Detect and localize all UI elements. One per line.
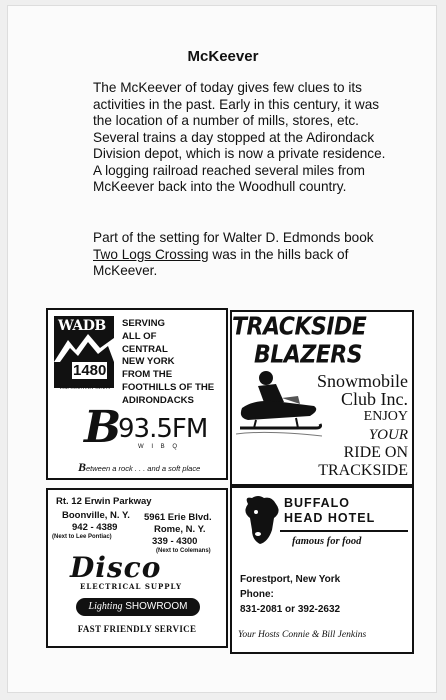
- hotel-name-line2: HEAD HOTEL: [284, 511, 376, 525]
- setting-text-before: Part of the setting for Walter D. Edmonds book: [93, 230, 374, 245]
- serving-line: ADIRONDACKS: [122, 394, 194, 406]
- trackside-enjoy: ENJOY: [363, 409, 408, 424]
- wadb-frequency: 1480: [73, 362, 107, 379]
- disco-colemans-note: (Next to Colemans): [156, 548, 211, 554]
- rome-city: Rome, N. Y.: [154, 524, 206, 535]
- trackside-title-line1: TRACKSIDE: [232, 312, 367, 342]
- wadb-call-sign: WADB: [58, 318, 106, 334]
- boonville-phone: 942 - 4389: [72, 522, 118, 533]
- tagline-initial: B: [78, 460, 87, 474]
- disco-logo: [70, 551, 210, 591]
- hotel-name: [284, 496, 375, 526]
- trackside-club-text: [284, 372, 408, 480]
- wadb-tagline: [78, 460, 200, 475]
- serving-line: FROM THE: [122, 369, 173, 381]
- wibq-call-sign: W I B Q: [138, 444, 180, 450]
- boonville-city: Boonville, N. Y.: [62, 510, 130, 521]
- trackside-your: YOUR: [368, 427, 408, 443]
- hotel-hosts: Your Hosts Connie & Bill Jenkins: [238, 630, 367, 640]
- trackside-name: TRACKSIDE: [318, 462, 408, 479]
- disco-footer: FAST FRIENDLY SERVICE: [77, 624, 197, 634]
- trackside-club: Club Inc.: [341, 389, 408, 409]
- disco-boonville: [62, 510, 130, 534]
- trackside-ride-on: RIDE ON: [343, 444, 408, 461]
- disco-lee-note: (Next to Lee Pontiac): [52, 534, 112, 540]
- disco-rome: [144, 512, 212, 548]
- hotel-name-line1: BUFFALO: [284, 496, 351, 510]
- rome-phone: 339 - 4300: [152, 536, 198, 547]
- wadb-logo: [54, 316, 114, 391]
- disco-ad: [46, 488, 228, 648]
- wadb-serving-text: [122, 318, 214, 408]
- hotel-town: Forestport, New York: [240, 574, 341, 585]
- hotel-rule: [280, 530, 408, 532]
- serving-line: FOOTHILLS OF THE: [122, 381, 215, 393]
- wibq-b-letter: B: [84, 402, 122, 453]
- tagline-text: etween a rock . . . and a soft place: [86, 464, 201, 473]
- hotel-contact: [240, 572, 340, 617]
- wibq-frequency: 93.5FM: [118, 414, 208, 444]
- disco-address: Rt. 12 Erwin Parkway: [56, 496, 152, 507]
- serving-line: SERVING: [122, 318, 166, 329]
- hotel-phone-label: Phone:: [240, 589, 274, 600]
- hotel-slogan: famous for food: [292, 536, 362, 547]
- trackside-ad: [230, 310, 414, 486]
- trackside-snowmobile: Snowmobile: [316, 371, 408, 391]
- book-title: Two Logs Crossing: [93, 246, 209, 262]
- lighting-text: Lighting: [88, 601, 123, 612]
- wadb-ad: [46, 308, 228, 480]
- wibq-logo: [78, 402, 208, 454]
- lighting-showroom-badge: [76, 598, 200, 616]
- setting-paragraph: [93, 230, 393, 280]
- buffalo-head-ad: [230, 486, 414, 654]
- buffalo-head-icon: [242, 494, 282, 546]
- serving-line: NEW YORK: [122, 356, 175, 368]
- serving-line: CENTRAL: [122, 343, 168, 355]
- page-heading: McKeever: [187, 48, 259, 65]
- history-paragraph: The McKeever of today gives few clues to its activities in the past. Early in this century, it was the location of a number of mills, stores, etc. Several trains a day stopped at the Adirondack Division depot, which is now a private residence. A logging railroad reached several miles from McKeever back into the Woodhull country.: [93, 80, 386, 194]
- trackside-title-line2: BLAZERS: [254, 340, 363, 370]
- wadb-giant: THE COUNTRY GIANT: [59, 386, 111, 391]
- rome-street: 5961 Erie Blvd.: [144, 512, 212, 523]
- trackside-title: [232, 314, 412, 369]
- setting-text-after: was in the hills back of McKeever.: [93, 246, 349, 278]
- serving-line: ALL OF: [122, 330, 157, 342]
- mountain-icon: [54, 334, 114, 362]
- disco-logo-word: Disco: [70, 551, 162, 584]
- showroom-text: SHOWROOM: [122, 601, 188, 612]
- disco-logo-sub: ELECTRICAL SUPPLY: [80, 582, 182, 591]
- hotel-phone: 831-2081 or 392-2632: [240, 604, 341, 615]
